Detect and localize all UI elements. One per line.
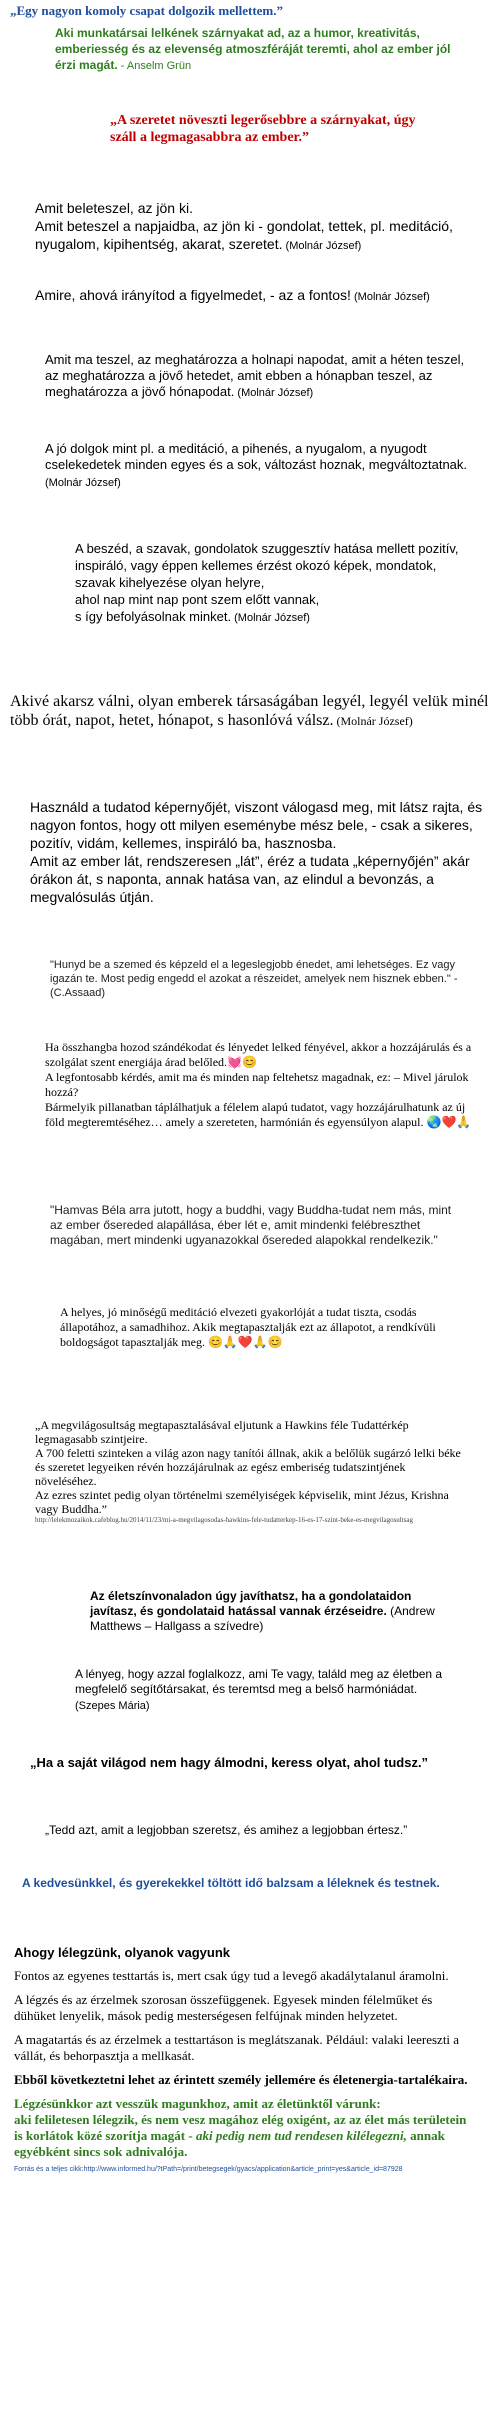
quote-today-text: Amit ma teszel, az meghatározza a holnapi napodat, amit a héten teszel, az meghatározza a jövő hetedet, amit ebben a hónapban teszel, az meghatározza a jövő hónapodat. (45, 352, 465, 399)
quote-speech-author: (Molnár József) (231, 612, 310, 624)
quote-what-you-put-in (0, 199, 500, 255)
quote-do-what-you-love-text: „Tedd azt, amit a legjobban szeretsz, és amihez a legjobban értesz.” (45, 1823, 408, 1837)
quote-team (0, 3, 500, 19)
quote-today (0, 352, 500, 401)
quote-team-text: „Egy nagyon komoly csapat dolgozik mellettem.” (10, 3, 283, 18)
quote-what-you-put-in-author: (Molnár József) (282, 240, 362, 252)
quote-assaad-author: - (C.Assaad) (50, 973, 458, 999)
quote-become-text: Akivé akarsz válni, olyan emberek társaságában legyél, legyél velük minél több órát, napot, hetet, hónapot, s hasonlóvá válsz. (10, 693, 489, 729)
quote-good-things-author: (Molnár József) (45, 477, 121, 489)
quote-dream-world (0, 1755, 500, 1771)
quote-matthews-text: Az életszínvonaladon úgy javíthatsz, ha a gondolataidon javítasz, és gondolataid hatással vannak érzéseidre. (90, 1589, 412, 1618)
article-source-link[interactable]: Forrás és a teljes cikk:http://www.informed.hu/?tPath=/print/betegsegek/gyacs/application&article_print=yes&article_id=87928 (14, 2166, 403, 2173)
article-breathing (0, 1945, 500, 2173)
article-paragraph-posture: Fontos az egyenes testtartás is, mert csak úgy tud a levegő akadálytalanul áramolni. (14, 1968, 449, 1983)
article-paragraph-breath-shallow: aki feliletesen lélegzik, és nem vesz magához elég oxigént, az az élet más területein is korlátok közé szorítja magát - (14, 2112, 467, 2143)
quote-meditation-text: A helyes, jó minőségű meditáció elvezeti gyakorlóját a tudat tiszta, csodás állapotához, a samadhihoz. Akik megtapasztalják ezt az állapotot, a rendkívüli boldogságot tapasztalják meg. (60, 1305, 436, 1349)
quote-do-what-you-love (0, 1823, 500, 1837)
article-heading: Ahogy lélegzünk, olyanok vagyunk (14, 1945, 230, 1960)
quote-loved-ones (0, 1876, 500, 1891)
quote-today-author: (Molnár József) (234, 387, 314, 399)
article-paragraph-conclusion: Ebből következtetni lehet az érintett személy jellemére és életenergia-tartalékaira. (14, 2072, 468, 2087)
quote-grun (0, 25, 500, 74)
quote-attention (0, 287, 500, 303)
quote-hawkins-line3: Az ezres szintet pedig olyan történelmi személyiségek képviselik, mint Jézus, Krishna vagy Buddha.” (35, 1488, 449, 1516)
article-paragraph-breath-exhale: aki pedig nem tud rendesen kilélegezni, (195, 2128, 407, 2143)
quote-love-text: „A szeretet növeszti legerősebbre a szárnyakat, úgy száll a legmagasabbra az ember.” (110, 113, 416, 145)
quote-good-things-text: A jó dolgok mint pl. a meditáció, a pihenés, a nyugalom, a nyugodt cselekedetek minden egyes és a sok, változást hoznak, megváltoztatnak. (45, 441, 468, 472)
quote-assaad-text: "Hunyd be a szemed és képzeld el a legeslegjobb énedet, ami lehetséges. Ez vagy igazán te. Most pedig engedd el azokat a részeidet, amelyek nem hisznek ebben." (50, 959, 456, 985)
quote-hawkins (0, 1418, 500, 1525)
smile-prayer-heart-emoji-icon: 😊🙏❤️🙏😊 (207, 1335, 283, 1349)
quote-what-you-put-in-line1: Amit beleteszel, az jön ki. (35, 200, 193, 216)
quote-attention-author: (Molnár József) (350, 291, 430, 303)
article-paragraph-breath-end: annak egyébként sincs sok adnivalója. (14, 2128, 445, 2159)
quote-good-things (0, 441, 500, 491)
article-paragraph-emotions: A légzés és az érzelmek szorosan összefüggenek. Egyesek minden félelműket és dühüket lenyelik, mások pedig mesterségesen felfújnak minden helyzetet. (14, 1992, 433, 2023)
quote-speech-line2: ahol nap mint nap pont szem előtt vannak, (75, 592, 320, 607)
quote-light-line2: A legfontosabb kérdés, amit ma és minden nap feltehetsz magadnak, ez: – Mivel járulok hozzá? (45, 1070, 469, 1099)
quote-speech-line1: A beszéd, a szavak, gondolatok szuggesztív hatása mellett pozitív, inspiráló, vagy éppen kellemes érzést okozó képek, mondatok, szavak kihelyezése olyan helyre, (75, 541, 459, 590)
quote-grun-author: - Anselm Grün (117, 60, 192, 72)
quote-meditation (0, 1305, 500, 1350)
quote-szepes-author: (Szepes Mária) (75, 1700, 150, 1712)
quote-hawkins-line2: A 700 feletti szinteken a világ azon nagy tanítói állnak, akik a belőlük sugárzó lelki béke és szeretet legyeiken révén hozzájárulnak az egész emberiség tudatszintjének növeléséhez. (35, 1446, 461, 1488)
quote-light-line3: Bármelyik pillanatban táplálhatjuk a félelem alapú tudatot, vagy hozzájárulhatunk az új föld megteremtéséhez… amely a szereteten, harmónián és egyensúlyon alapul. (45, 1100, 466, 1129)
quote-attention-text: Amire, ahová irányítod a figyelmedet, - az a fontos! (35, 287, 351, 303)
quote-szepes (0, 1667, 500, 1714)
quote-screen-line2: Amit az ember lát, rendszeresen „lát”, éréz a tudata „képernyőjén” akár órákon át, s naponta, annak hatása van, az elindul a bevonzás, a megvalósulás útján. (30, 853, 470, 905)
quote-hamvas-text: "Hamvas Béla arra jutott, hogy a buddhi, vagy Buddha-tudat nem más, mint az ember ősereded alapállása, éber lét e, amit mindenki felébreszthet magában, mert mindenki ugyanazokkal ősereded alapokkal rendelkezik." (50, 1203, 452, 1247)
quote-grun-text: Aki munkatársai lelkének szárnyakat ad, az a humor, kreativitás, emberiesség és az elevenség atmoszféráját teremti, ahol az ember jól érzi magát. (55, 26, 451, 72)
quote-screen (0, 798, 500, 906)
quote-matthews (0, 1589, 500, 1634)
quote-matthews-author: (Andrew Matthews – Hallgass a szívedre) (90, 1604, 435, 1633)
quote-hamvas (0, 1203, 500, 1248)
article-paragraph-breath-intro: Légzésünkkor azt vesszük magunkhoz, amit az életünktől várunk: (14, 2096, 381, 2111)
quote-speech (0, 540, 500, 627)
globe-heart-prayer-emoji-icon: 🌏❤️🙏 (426, 1115, 472, 1129)
quote-become (0, 692, 500, 731)
quote-loved-ones-text: A kedvesünkkel, és gyerekekkel töltött idő balzsam a léleknek és testnek. (22, 1876, 440, 1890)
quote-dream-world-text: „Ha a saját világod nem hagy álmodni, keress olyat, ahol tudsz.” (30, 1755, 429, 1770)
quote-szepes-text: A lényeg, hogy azzal foglalkozz, ami Te vagy, találd meg az életben a megfelelő segítőtársakat, és teremtsd meg a belső harmóniádat. (75, 1667, 443, 1696)
quote-light (0, 1040, 500, 1130)
quote-hawkins-url[interactable]: http://lelekmozaikok.cafeblog.hu/2014/11/23/mi-a-megvilagosodas-hawkins-fele-tudatterkep-16-es-17-szint-beke-es-megvilagosultsag (35, 1516, 414, 1524)
article-paragraph-behaviour: A magatartás és az érzelmek a testtartáson is meglátszanak. Például: valaki leereszti a vállát, és behorpasztja a mellkasát. (14, 2032, 460, 2063)
quote-light-line1: Ha összhangba hozod szándékodat és lényedet lelked fényével, akkor a hozzájárulás és a szolgálat szent energiája árad belőled. (45, 1040, 472, 1069)
quote-assaad (0, 958, 500, 1000)
quote-what-you-put-in-line2: Amit beteszel a napjaidba, az jön ki - gondolat, tettek, pl. meditáció, nyugalom, kipihentség, akarat, szeretet. (35, 218, 453, 252)
quote-screen-line1: Használd a tudatod képernyőjét, viszont válogasd meg, mit látsz rajta, és nagyon fontos, hogy ott milyen eseménybe mész bele, - csak a sikeres, pozitív, vidám, kellemes, inspiráló ba, hasznosba. (30, 799, 483, 851)
quote-love (0, 112, 500, 146)
quote-become-author: (Molnár József) (333, 714, 413, 728)
quote-hawkins-line1: „A megvilágosultság megtapasztalásával eljutunk a Hawkins féle Tudattérkép legmagasabb szintjeire. (35, 1418, 409, 1446)
heart-smile-emoji-icon: 💓😊 (227, 1055, 257, 1069)
quote-speech-line3: s így befolyásolnak minket. (75, 609, 232, 624)
